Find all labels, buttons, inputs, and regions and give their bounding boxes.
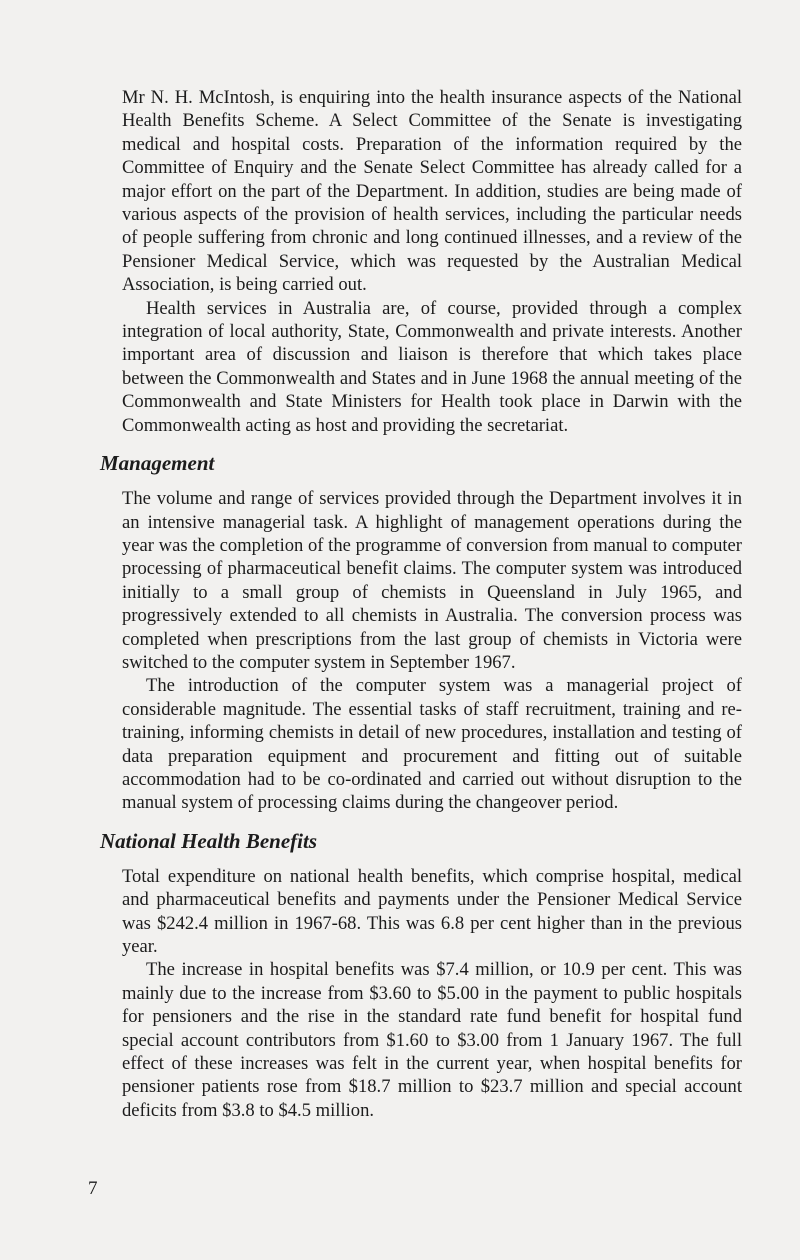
management-paragraph-1: The volume and range of services provided through the Department involves it in an intensive managerial task. A highlight of management operations during the year was the completion of the programme of conversion from manual to computer processing of pharmaceutical benefit claims. The computer system was introduced initially to a small group of chemists in Queensland in July 1965, and progressively extended to all chemists in Australia. The conversion process was completed when prescriptions from the last group of chemists in Victoria were switched to the computer system in September 1967. — [122, 488, 742, 673]
section-heading-management: Management — [100, 451, 215, 476]
section-heading-national-health-benefits: National Health Benefits — [100, 828, 318, 853]
management-paragraph-2: The introduction of the computer system was a managerial project of considerable magnitude. The essential tasks of staff recruitment, training and re-training, informing chemists in detail of new procedures, installation and testing of data preparation equipment and procurement and fitting out of suitable accommodation had to be co-ordinated and carried out without disruption to the manual system of processing claims during the changeover period. — [122, 675, 742, 814]
benefits-paragraph-2: The increase in hospital benefits was $7.4 million, or 10.9 per cent. This was mainly due to the increase from $3.60 to $5.00 in the payment to public hospitals for pensioners and the rise in the standard rate fund benefit for hospital fund special account contributors from $1.60 to $3.00 from 1 January 1967. The full effect of these increases was felt in the current year, when hospital benefits for pensioner patients rose from $18.7 million to $23.7 million and special account deficits from $3.8 to $4.5 million. — [122, 959, 742, 1121]
intro-paragraph-1: Mr N. H. McIntosh, is enquiring into the health insurance aspects of the National Health Benefits Scheme. A Select Committee of the Senate is investigating medical and hospital costs. Preparation of the information required by the Committee of Enquiry and the Senate Select Committee has already called for a major effort on the part of the Department. In addition, studies are being made of various aspects of the provision of health services, including the particular needs of people suffering from chronic and long continued illnesses, and a review of the Pensioner Medical Service, which was requested by the Australian Medical Association, is being carried out. — [122, 87, 742, 296]
page-number: 7 — [88, 1178, 98, 1199]
intro-paragraph-2: Health services in Australia are, of course, provided through a complex integration of local authority, State, Commonwealth and private interests. Another important area of discussion and liaison is therefore that which takes place between the Commonwealth and States and in June 1968 the annual meeting of the Commonwealth and State Ministers for Health took place in Darwin with the Commonwealth acting as host and providing the secretariat. — [122, 297, 742, 436]
document-page — [100, 86, 742, 1122]
benefits-paragraph-1: Total expenditure on national health benefits, which comprise hospital, medical and pharmaceutical benefits and payments under the Pensioner Medical Service was $242.4 million in 1967-68. This was 6.8 per cent higher than in the previous year. — [122, 865, 742, 957]
